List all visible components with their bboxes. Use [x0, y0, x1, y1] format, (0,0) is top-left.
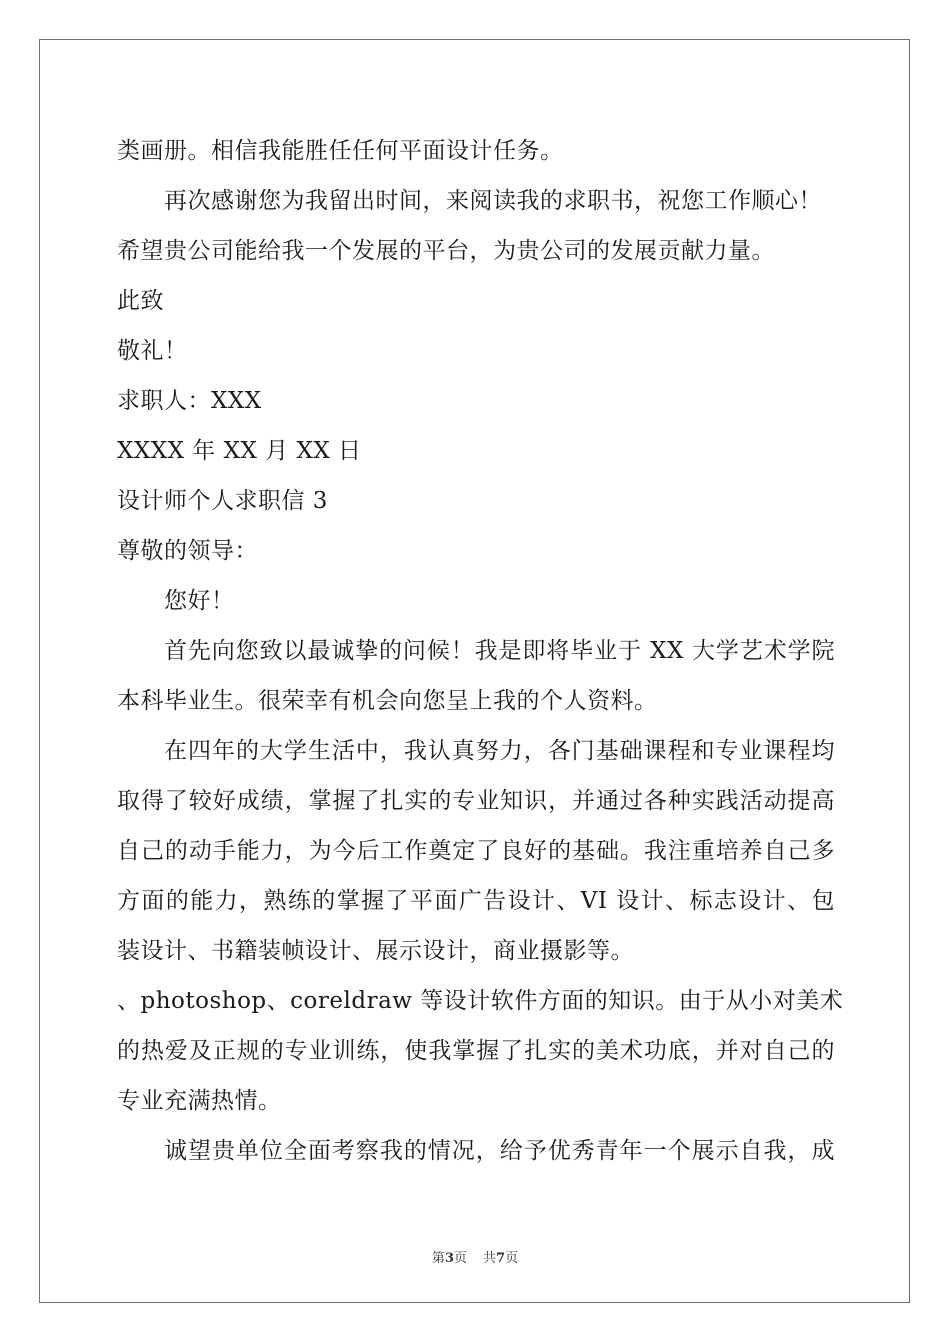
text-line: 在四年的大学生活中，我认真努力，各门基础课程和专业课程均 — [164, 738, 835, 764]
text-line: 希望贵公司能给我一个发展的平台，为贵公司的发展贡献力量。 — [117, 238, 775, 264]
page-number: 3 — [444, 1251, 454, 1266]
text-line: 本科毕业生。很荣幸有机会向您呈上我的个人资料。 — [117, 688, 658, 714]
text-line: 装设计、书籍装帧设计、展示设计，商业摄影等。 — [117, 938, 634, 964]
document-body — [117, 126, 844, 1176]
total-prefix: 共 — [483, 1251, 497, 1266]
page-suffix: 页 — [453, 1251, 467, 1266]
text-line: 方面的能力，熟练的掌握了平面广告设计、VI 设计、标志设计、包 — [117, 888, 835, 914]
text-line: 再次感谢您为我留出时间，来阅读我的求职书，祝您工作顺心！ — [164, 188, 822, 214]
text-line: 、photoshop、coreldraw 等设计软件方面的知识。由于从小对美术 — [117, 988, 844, 1014]
total-pages: 7 — [496, 1251, 506, 1266]
salutation-line: 敬礼！ — [117, 338, 188, 364]
text-line: 类画册。相信我能胜任任何平面设计任务。 — [117, 138, 564, 164]
page-footer — [0, 1247, 950, 1266]
date-line: XXXX 年 XX 月 XX 日 — [117, 438, 362, 464]
closing-line: 此致 — [117, 288, 164, 314]
text-line: 自己的动手能力，为今后工作奠定了良好的基础。我注重培养自己多 — [117, 838, 835, 864]
page-prefix: 第 — [431, 1251, 445, 1266]
text-line: 您好！ — [164, 588, 235, 614]
text-line: 专业充满热情。 — [117, 1088, 282, 1114]
section-title: 设计师个人求职信 3 — [117, 488, 328, 514]
applicant-line: 求职人：XXX — [117, 388, 262, 414]
text-line: 首先向您致以最诚挚的问候！我是即将毕业于 XX 大学艺术学院 — [164, 638, 835, 664]
text-line: 取得了较好成绩，掌握了扎实的专业知识，并通过各种实践活动提高 — [117, 788, 835, 814]
total-suffix: 页 — [505, 1251, 519, 1266]
text-line: 的热爱及正规的专业训练，使我掌握了扎实的美术功底，并对自己的 — [117, 1038, 835, 1064]
text-line: 诚望贵单位全面考察我的情况，给予优秀青年一个展示自我，成 — [164, 1138, 835, 1164]
greeting-line: 尊敬的领导： — [117, 538, 258, 564]
